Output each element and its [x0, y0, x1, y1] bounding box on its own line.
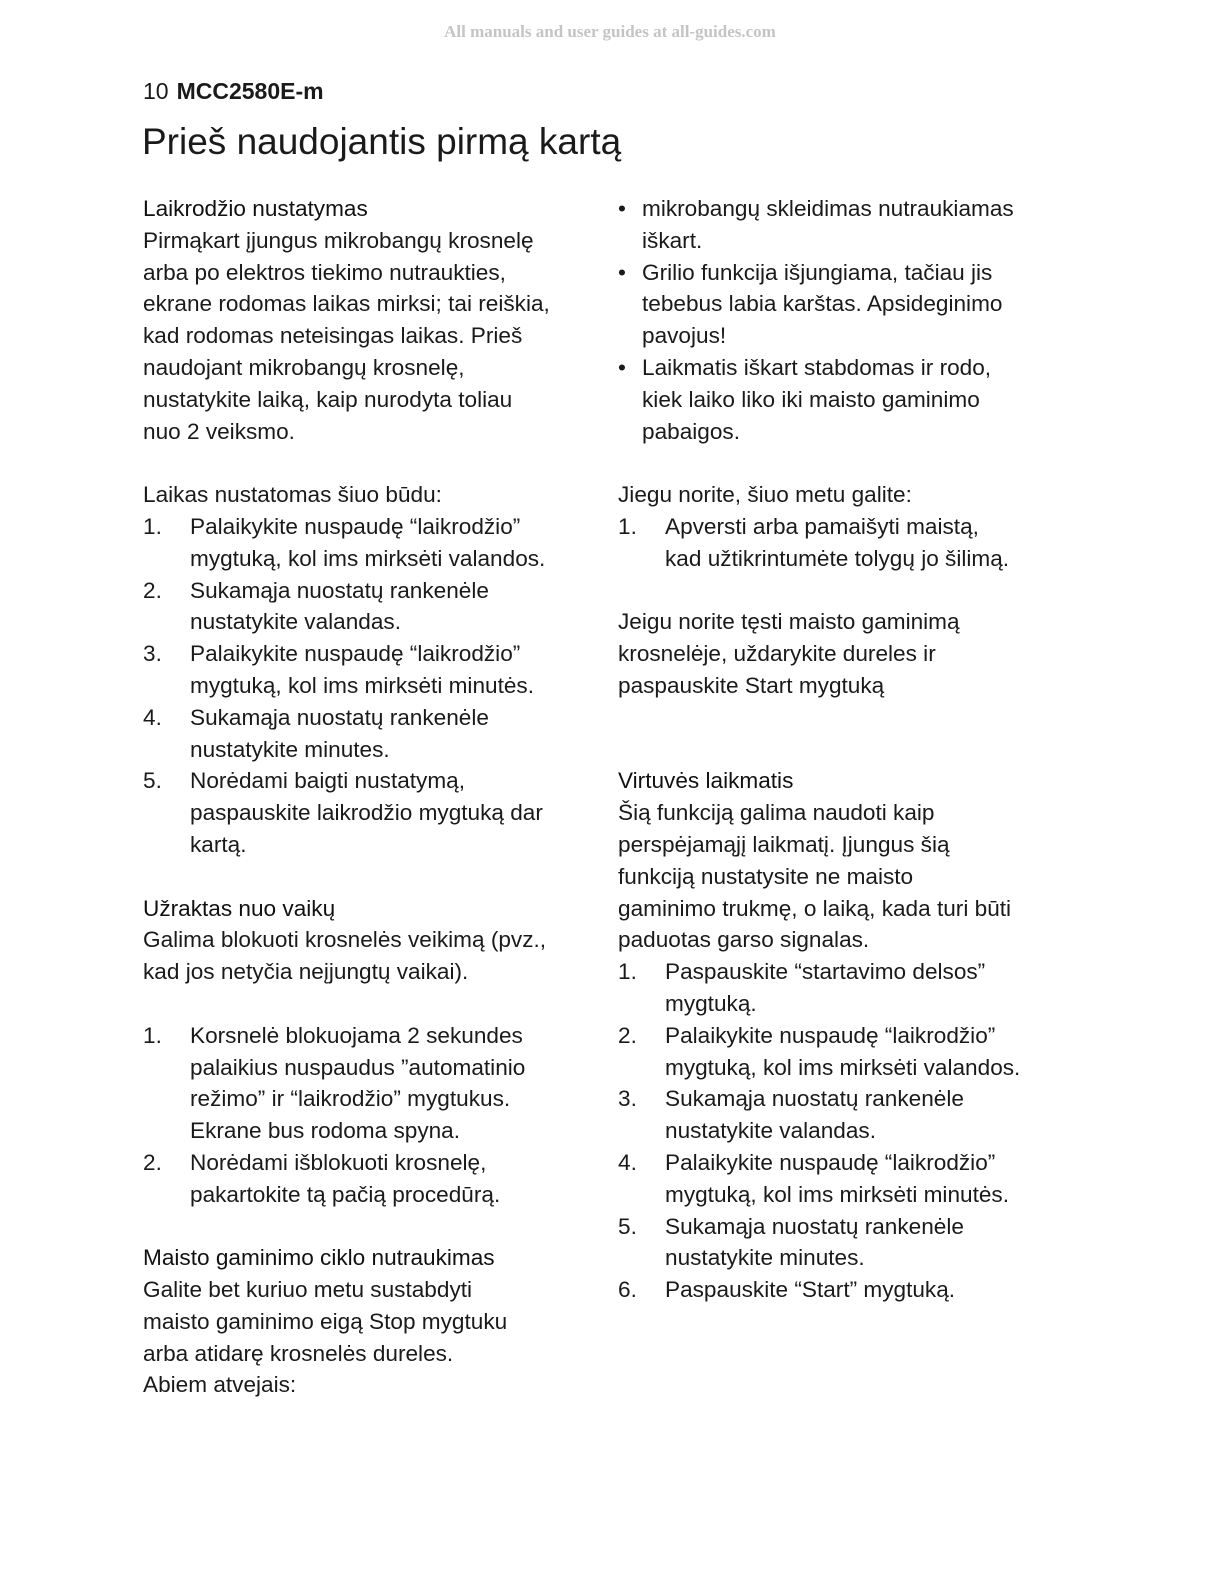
step-number: 3.	[143, 641, 162, 667]
timer-paragraph	[618, 797, 1080, 956]
numbered-step	[143, 765, 603, 860]
bullet-marker: •	[618, 259, 626, 285]
left-column	[143, 193, 603, 1401]
bullet-item	[618, 193, 1080, 257]
interrupt-bullets	[618, 193, 1080, 447]
model-name: MCC2580E-m	[176, 78, 324, 104]
text-line: kad rodomas neteisingas laikas. Prieš	[143, 323, 523, 349]
bullet-item	[618, 352, 1080, 447]
step-text-line: paspauskite laikrodžio mygtuką dar	[190, 800, 543, 826]
step-number: 1.	[618, 959, 637, 985]
lock-heading: Užraktas nuo vaikų	[143, 895, 336, 921]
step-text-line: nustatykite minutes.	[665, 1245, 865, 1271]
step-text-line: kad užtikrintumėte tolygų jo šilimą.	[665, 545, 1010, 571]
text-line: Galima blokuoti krosnelės veikimą (pvz.,	[143, 927, 547, 953]
page-title: Prieš naudojantis pirmą kartą	[142, 121, 622, 162]
step-text-line: Sukamąja nuostatų rankenėle	[190, 577, 489, 603]
text-line: krosnelėje, uždarykite dureles ir	[618, 641, 936, 667]
step-text-line: Grilio funkcija išjungiama, tačiau jis	[642, 259, 993, 285]
text-line: paduotas garso signalas.	[618, 927, 870, 953]
step-text-line: Sukamąja nuostatų rankenėle	[665, 1213, 964, 1239]
numbered-step	[618, 1211, 1080, 1275]
step-text-line: palaikius nuspaudus ”automatinio	[190, 1054, 526, 1080]
text-line: arba po elektros tiekimo nutraukties,	[143, 259, 506, 285]
step-text-line: Paspauskite “Start” mygtuką.	[665, 1277, 956, 1303]
step-number: 1.	[143, 1022, 162, 1048]
lock-paragraph	[143, 924, 603, 988]
step-text-line: režimo” ir “laikrodžio” mygtukus.	[190, 1086, 511, 1112]
text-line: paspauskite Start mygtuką	[618, 672, 885, 698]
timer-heading: Virtuvės laikmatis	[618, 768, 794, 794]
clock-steps	[143, 511, 603, 861]
step-text-line: nustatykite minutes.	[190, 736, 390, 762]
step-text-line: Laikmatis iškart stabdomas ir rodo,	[642, 354, 992, 380]
numbered-step	[618, 1020, 1080, 1084]
step-text-line: mygtuką, kol ims mirksėti minutės.	[665, 1181, 1010, 1207]
step-text-line: Palaikykite nuspaudę “laikrodžio”	[190, 641, 521, 667]
text-line: Galite bet kuriuo metu sustabdyti	[143, 1277, 473, 1303]
text-line: Abiem atvejais:	[143, 1372, 297, 1398]
clock-paragraph	[143, 225, 603, 448]
step-text-line: Ekrane bus rodoma spyna.	[190, 1118, 461, 1144]
step-text-line: Paspauskite “startavimo delsos”	[665, 959, 986, 985]
text-line: perspėjamąjį laikmatį. Įjungus šią	[618, 831, 950, 857]
step-number: 2.	[618, 1022, 637, 1048]
step-text-line: Norėdami išblokuoti krosnelę,	[190, 1149, 487, 1175]
text-line: Jeigu norite tęsti maisto gaminimą	[618, 609, 960, 635]
step-text-line: kartą.	[190, 831, 247, 857]
clock-intro: Laikas nustatomas šiuo būdu:	[143, 482, 442, 508]
step-number: 6.	[618, 1277, 637, 1303]
timer-steps	[618, 956, 1080, 1306]
interrupt-heading: Maisto gaminimo ciklo nutraukimas	[143, 1245, 495, 1271]
lock-steps	[143, 1020, 603, 1211]
step-text-line: mygtuką.	[665, 990, 757, 1016]
step-text-line: iškart.	[642, 227, 703, 253]
page-header	[143, 78, 324, 105]
text-line: arba atidarę krosnelės dureles.	[143, 1340, 454, 1366]
step-number: 1.	[618, 513, 637, 539]
step-text-line: mygtuką, kol ims mirksėti minutės.	[190, 672, 535, 698]
step-number: 2.	[143, 1149, 162, 1175]
numbered-step	[618, 1083, 1080, 1147]
numbered-step	[143, 1020, 603, 1147]
right-column	[618, 193, 1080, 1306]
text-line: maisto gaminimo eigą Stop mygtuku	[143, 1308, 508, 1334]
numbered-step	[143, 511, 603, 575]
text-line: ekrane rodomas laikas mirksi; tai reiškia,	[143, 291, 550, 317]
step-number: 2.	[143, 577, 162, 603]
step-text-line: mygtuką, kol ims mirksėti valandos.	[665, 1054, 1021, 1080]
step-text-line: Norėdami baigti nustatymą,	[190, 768, 466, 794]
step-number: 5.	[618, 1213, 637, 1239]
step-text-line: pavojus!	[642, 323, 727, 349]
step-text-line: nustatykite valandas.	[665, 1118, 877, 1144]
step-text-line: mikrobangų skleidimas nutraukiamas	[642, 196, 1014, 221]
text-line: naudojant mikrobangų krosnelę,	[143, 354, 465, 380]
watermark: All manuals and user guides at all-guides.com	[444, 22, 776, 41]
bullet-marker: •	[618, 196, 626, 221]
numbered-step	[618, 1147, 1080, 1211]
step-text-line: Sukamąja nuostatų rankenėle	[190, 704, 489, 730]
step-number: 3.	[618, 1086, 637, 1112]
step-text-line: Palaikykite nuspaudę “laikrodžio”	[190, 513, 521, 539]
numbered-step	[143, 702, 603, 766]
numbered-step	[618, 511, 1080, 575]
numbered-step	[143, 575, 603, 639]
meanwhile-intro: Jiegu norite, šiuo metu galite:	[618, 482, 912, 508]
step-number: 5.	[143, 768, 162, 794]
numbered-step	[143, 638, 603, 702]
interrupt-paragraph	[143, 1274, 603, 1401]
step-text-line: pabaigos.	[642, 418, 740, 444]
clock-heading: Laikrodžio nustatymas	[143, 196, 368, 221]
bullet-item	[618, 257, 1080, 352]
meanwhile-steps	[618, 511, 1080, 575]
text-line: nustatykite laiką, kaip nurodyta toliau	[143, 386, 513, 412]
step-text-line: Palaikykite nuspaudę “laikrodžio”	[665, 1149, 996, 1175]
step-number: 4.	[143, 704, 162, 730]
step-text-line: mygtuką, kol ims mirksėti valandos.	[190, 545, 546, 571]
text-line: nuo 2 veiksmo.	[143, 418, 295, 444]
step-text-line: Apversti arba pamaišyti maistą,	[665, 513, 979, 539]
text-line: funkciją nustatysite ne maisto	[618, 863, 914, 889]
page-number: 10	[143, 78, 169, 104]
step-number: 4.	[618, 1149, 637, 1175]
continue-paragraph	[618, 606, 1080, 701]
numbered-step	[618, 1274, 1080, 1306]
text-line: gaminimo trukmę, o laiką, kada turi būti	[618, 895, 1012, 921]
step-text-line: pakartokite tą pačią procedūrą.	[190, 1181, 501, 1207]
step-text-line: Palaikykite nuspaudę “laikrodžio”	[665, 1022, 996, 1048]
step-text-line: nustatykite valandas.	[190, 609, 402, 635]
numbered-step	[618, 956, 1080, 1020]
bullet-marker: •	[618, 354, 626, 380]
text-line: Pirmąkart įjungus mikrobangų krosnelę	[143, 227, 534, 253]
text-line: Šią funkciją galima naudoti kaip	[618, 800, 935, 826]
numbered-step	[143, 1147, 603, 1211]
step-text-line: kiek laiko liko iki maisto gaminimo	[642, 386, 980, 412]
step-text-line: tebebus labia karštas. Apsideginimo	[642, 291, 1003, 317]
text-line: kad jos netyčia neįjungtų vaikai).	[143, 959, 469, 985]
step-number: 1.	[143, 513, 162, 539]
step-text-line: Sukamąja nuostatų rankenėle	[665, 1086, 964, 1112]
step-text-line: Korsnelė blokuojama 2 sekundes	[190, 1022, 523, 1048]
